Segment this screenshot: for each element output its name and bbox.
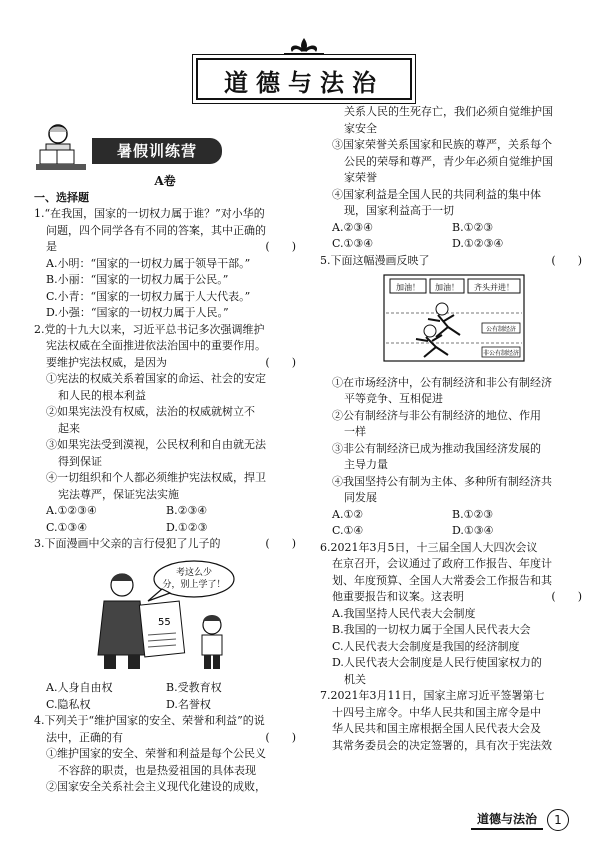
- statement-item: ③国家荣誉关系国家和民族的尊严，关系每个: [332, 138, 552, 151]
- question-2: [34, 322, 296, 537]
- answer-paren: ( ): [265, 355, 296, 369]
- comic-shout: 加油！: [396, 283, 420, 292]
- question-stem-line: 3.下面漫画中父亲的言行侵犯了儿子的 ( ): [34, 536, 296, 553]
- statement-item: ②公有制经济与非公有制经济的地位、作用: [332, 408, 541, 422]
- statement-item: ①维护国家的安全、荣誉和利益是每个公民义: [46, 747, 266, 760]
- option: C.小青：“国家的一切权力属于人大代表。”: [46, 289, 251, 303]
- right-column: [320, 104, 582, 754]
- left-column: [34, 173, 296, 796]
- footer-subject: 道德与法治: [471, 810, 543, 830]
- question-stem-line: 在京召开，会议通过了政府工作报告、年度计: [332, 557, 552, 570]
- statement-item: ④一切组织和个人都必须维护宪法权威，捍卫: [46, 471, 266, 484]
- statement-item: ②国家安全关系社会主义现代化建设的成败，: [46, 780, 266, 793]
- speech-bubble-line: 考这么少: [175, 567, 213, 578]
- statement-item: 得到保证: [58, 454, 102, 468]
- option: C.①③④: [332, 237, 374, 250]
- answer-paren: ( ): [551, 590, 582, 603]
- question-stem-line: 2.党的十九大以来，习近平总书记多次强调维护: [34, 322, 265, 336]
- statement-item: 一样: [344, 425, 366, 438]
- comic-shout: 齐头并进！: [474, 283, 514, 292]
- question-stem-line: 华人民共和国主席根据全国人民代表大会及: [332, 722, 541, 735]
- option: D.小强：“国家的一切权力属于人民。”: [46, 306, 229, 319]
- statement-item: ③如果宪法受到漠视，公民权利和自由就无法: [46, 438, 266, 451]
- option: A.①②: [332, 507, 364, 521]
- option: A.①②③④: [46, 504, 97, 517]
- reading-child-icon: [34, 120, 94, 174]
- section-title: A卷: [154, 174, 176, 188]
- option: C.人民代表大会制度是我国的经济制度: [332, 639, 520, 653]
- question-stem-line: 其常务委员会的决定签署的，具有次于宪法效: [332, 738, 552, 752]
- option: D.①③④: [452, 524, 494, 537]
- statement-item: 平等竞争、互相促进: [344, 392, 443, 405]
- question-stem-line: 1.“在我国，国家的一切权力属于谁？”对小华的: [34, 207, 265, 220]
- statement-item: ③非公有制经济已成为推动我国经济发展的: [332, 441, 541, 455]
- question-5: [320, 253, 582, 540]
- statement-item: 家安全: [344, 121, 377, 135]
- option: C.①④: [332, 524, 364, 537]
- answer-paren: ( ): [265, 730, 296, 744]
- question-stem-line: 5.下面这幅漫画反映了 ( ): [320, 253, 582, 270]
- exam-score: 55: [158, 616, 171, 628]
- fleur-ornament-icon: [274, 36, 334, 58]
- question-stem-line: 7.2021年3月11日，国家主席习近平签署第七: [320, 689, 545, 702]
- question-6: [320, 540, 582, 689]
- question-stem-line: 他重要报告和议案。这表明 ( ): [320, 589, 582, 606]
- option: B.受教育权: [166, 681, 222, 694]
- statement-item: ①在市场经济中，公有制经济和非公有制经济: [332, 375, 552, 389]
- option-row: [34, 697, 296, 714]
- answer-paren: ( ): [265, 537, 296, 550]
- statement-item: 关系人民的生死存亡，我们必须自觉维护国: [344, 105, 553, 118]
- banner-label: 暑假训练营: [92, 138, 222, 164]
- statement-item: 和人民的根本利益: [58, 388, 146, 402]
- statement-item: 宪法尊严，保证宪法实施: [58, 487, 179, 501]
- section-banner: [34, 120, 224, 174]
- option-row: [34, 503, 296, 520]
- question-stem-line: 是 ( ): [34, 239, 296, 256]
- option: D.人民代表大会制度是人民行使国家权力的: [332, 656, 542, 669]
- question-stem-line: 宪法权威在全面推进依法治国中的重要作用。: [46, 339, 266, 352]
- question-3: [34, 536, 296, 713]
- statement-item: 不容辞的职责，也是热爱祖国的具体表现: [58, 763, 256, 777]
- question-stem-line: 要维护宪法权威，是因为 ( ): [34, 355, 296, 372]
- runner-label: 非公有制经济: [482, 350, 520, 357]
- question-1: [34, 206, 296, 322]
- option: D.①②③: [166, 520, 208, 534]
- option: D.名誉权: [166, 697, 211, 711]
- statement-item: 公民的荣辱和尊严，青少年必须自觉维护国: [344, 154, 553, 168]
- option: B.②③④: [166, 504, 208, 517]
- statement-item: ④国家利益是全国人民的共同利益的集中体: [332, 187, 541, 201]
- answer-paren: ( ): [551, 253, 582, 267]
- option-row: [320, 523, 582, 540]
- statement-item: 主导力量: [344, 458, 388, 471]
- comic-shout: 加油！: [435, 283, 459, 292]
- question-stem-line: 法中，正确的有 ( ): [34, 730, 296, 747]
- speech-bubble-line: 分，别上学了！: [162, 579, 226, 590]
- statement-item: 起来: [58, 421, 80, 435]
- question-stem-line: 划、年度预算、全国人大常委会工作报告和其: [332, 573, 552, 587]
- option: A.小明：“国家的一切权力属于领导干部。”: [46, 256, 251, 270]
- statement-item: 家荣誉: [344, 171, 377, 184]
- question-stem-line: 4.下列关于“维护国家的安全、荣誉和利益”的说: [34, 714, 265, 727]
- page-number: 1: [547, 809, 569, 831]
- question-4: [34, 713, 296, 796]
- answer-paren: ( ): [265, 240, 296, 253]
- option: A.我国坚持人民代表大会制度: [332, 606, 476, 620]
- statement-item: 现，国家利益高于一切: [344, 204, 454, 217]
- title-block: [196, 44, 412, 100]
- option: D.①②③④: [452, 237, 504, 250]
- question-7: [320, 688, 582, 754]
- statement-item: ②如果宪法没有权威，法治的权威就树立不: [46, 405, 255, 418]
- statement-item: ①宪法的权威关系着国家的命运、社会的安定: [46, 372, 266, 385]
- option: 机关: [344, 672, 366, 686]
- statement-item: ④我国坚持公有制为主体、多种所有制经济共: [332, 474, 552, 488]
- option-row: [320, 507, 582, 524]
- option-row: [320, 236, 582, 253]
- option: A.人身自由权: [46, 681, 113, 694]
- statement-item: 同发展: [344, 491, 377, 504]
- page-footer: [471, 809, 569, 831]
- option: C.①③④: [46, 520, 88, 534]
- option: B.①②③: [452, 507, 494, 521]
- option-row: [320, 220, 582, 237]
- option: B.小丽：“国家的一切权力属于公民。”: [46, 273, 229, 286]
- option: B.①②③: [452, 220, 494, 234]
- father-son-comic: [34, 557, 296, 671]
- part-heading: 一、选择题: [34, 190, 89, 204]
- page-title: 道德与法治: [224, 69, 384, 97]
- option-row: [34, 680, 296, 697]
- option: B.我国的一切权力属于全国人民代表大会: [332, 623, 531, 636]
- question-stem-line: 十四号主席令。中华人民共和国主席令是中: [332, 705, 541, 719]
- question-stem-line: 问题，四个同学各有不同的答案，其中正确的: [46, 223, 266, 237]
- option: C.隐私权: [46, 697, 91, 711]
- option-row: [34, 520, 296, 537]
- option: A.②③④: [332, 220, 374, 234]
- question-stem-line: 6.2021年3月5日，十三届全国人大四次会议: [320, 540, 538, 554]
- runner-label: 公有制经济: [485, 326, 517, 333]
- race-comic: [320, 273, 582, 365]
- title-frame: [196, 58, 412, 100]
